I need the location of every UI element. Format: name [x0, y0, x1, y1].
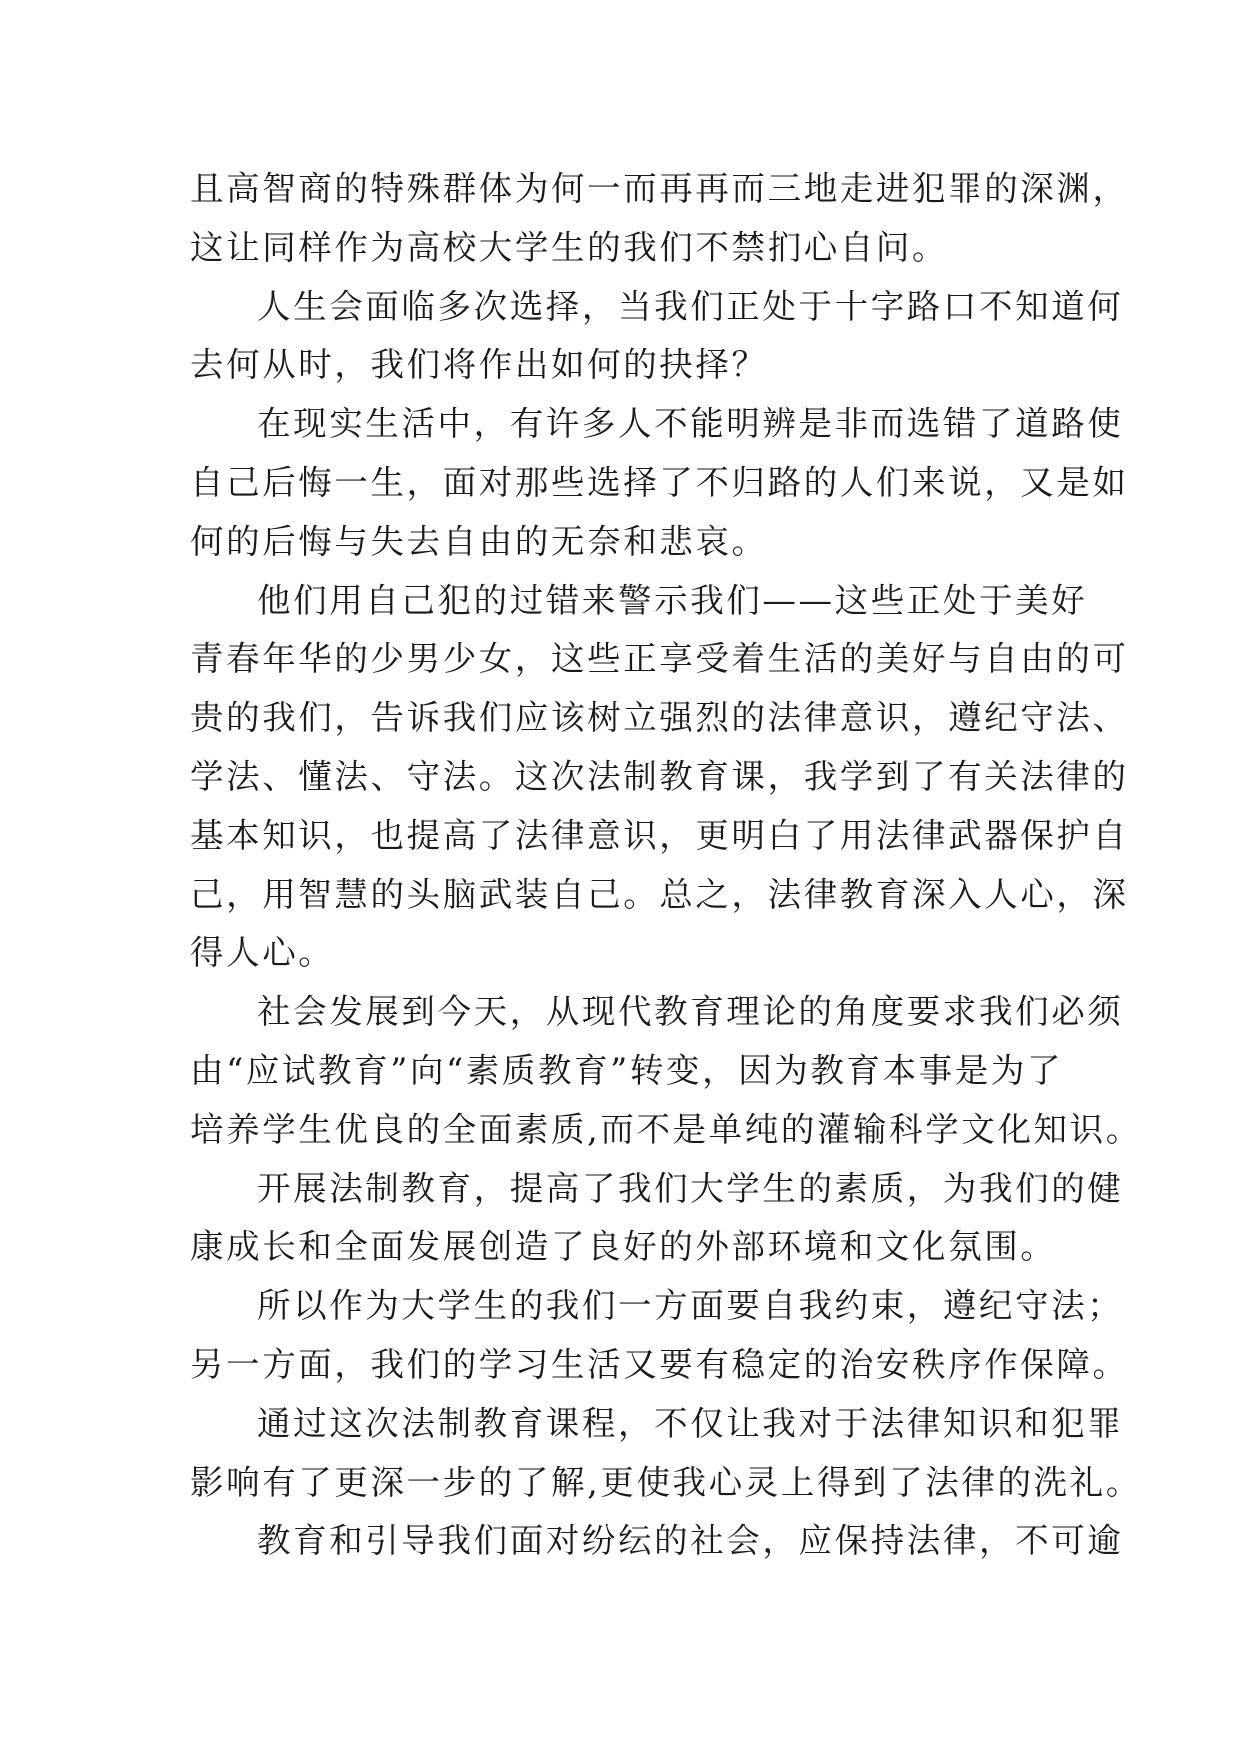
text-line: 学法、懂法、守法。这次法制教育课，我学到了有关法律的 [190, 756, 1129, 796]
paragraph-first-line: 开展法制教育，提高了我们大学生的素质，为我们的健 [257, 1168, 1124, 1208]
paragraph-first-line: 他们用自己犯的过错来警示我们——这些正处于美好 [257, 580, 1088, 620]
text-line: 影响有了更深一步的了解,更使我心灵上得到了法律的洗礼。 [190, 1462, 1142, 1502]
text-line: 且高智商的特殊群体为何一而再再而三地走进犯罪的深渊， [190, 169, 1129, 208]
text-line: 贵的我们，告诉我们应该树立强烈的法律意识，遵纪守法、 [190, 698, 1129, 738]
paragraph-first-line: 在现实生活中，有许多人不能明辨是非而选错了道路使 [257, 404, 1124, 444]
paragraph-first-line: 通过这次法制教育课程，不仅让我对于法律知识和犯罪 [257, 1403, 1124, 1443]
text-line: 康成长和全面发展创造了良好的外部环境和文化氛围。 [190, 1227, 1057, 1267]
text-line: 自己后悔一生，面对那些选择了不归路的人们来说，又是如 [190, 462, 1129, 502]
paragraph-first-line: 人生会面临多次选择，当我们正处于十字路口不知道何 [257, 286, 1124, 326]
text-line: 何的后悔与失去自由的无奈和悲哀。 [190, 521, 768, 561]
text-line: 由“应试教育”向“素质教育”转变，因为教育本事是为了 [190, 1050, 1064, 1090]
paragraph-first-line: 社会发展到今天，从现代教育理论的角度要求我们必须 [257, 992, 1124, 1032]
text-line: 己，用智慧的头脑武装自己。总之，法律教育深入人心，深 [190, 874, 1129, 914]
paragraph-first-line: 所以作为大学生的我们一方面要自我约束，遵纪守法； [257, 1286, 1124, 1326]
text-line: 青春年华的少男少女，这些正享受着生活的美好与自由的可 [190, 639, 1129, 679]
document-body-text [190, 160, 1142, 1571]
text-line: 去何从时，我们将作出如何的抉择？ [190, 345, 768, 385]
text-line: 这让同样作为高校大学生的我们不禁扪心自问。 [190, 227, 949, 267]
text-line: 另一方面，我们的学习生活又要有稳定的治安秩序作保障。 [190, 1344, 1129, 1384]
text-line: 基本知识，也提高了法律意识，更明白了用法律武器保护自 [190, 815, 1129, 855]
text-line: 得人心。 [190, 933, 335, 973]
paragraph-first-line: 教育和引导我们面对纷纭的社会，应保持法律，不可逾 [257, 1521, 1124, 1561]
text-line: 培养学生优良的全面素质,而不是单纯的灌输科学文化知识。 [190, 1109, 1142, 1149]
